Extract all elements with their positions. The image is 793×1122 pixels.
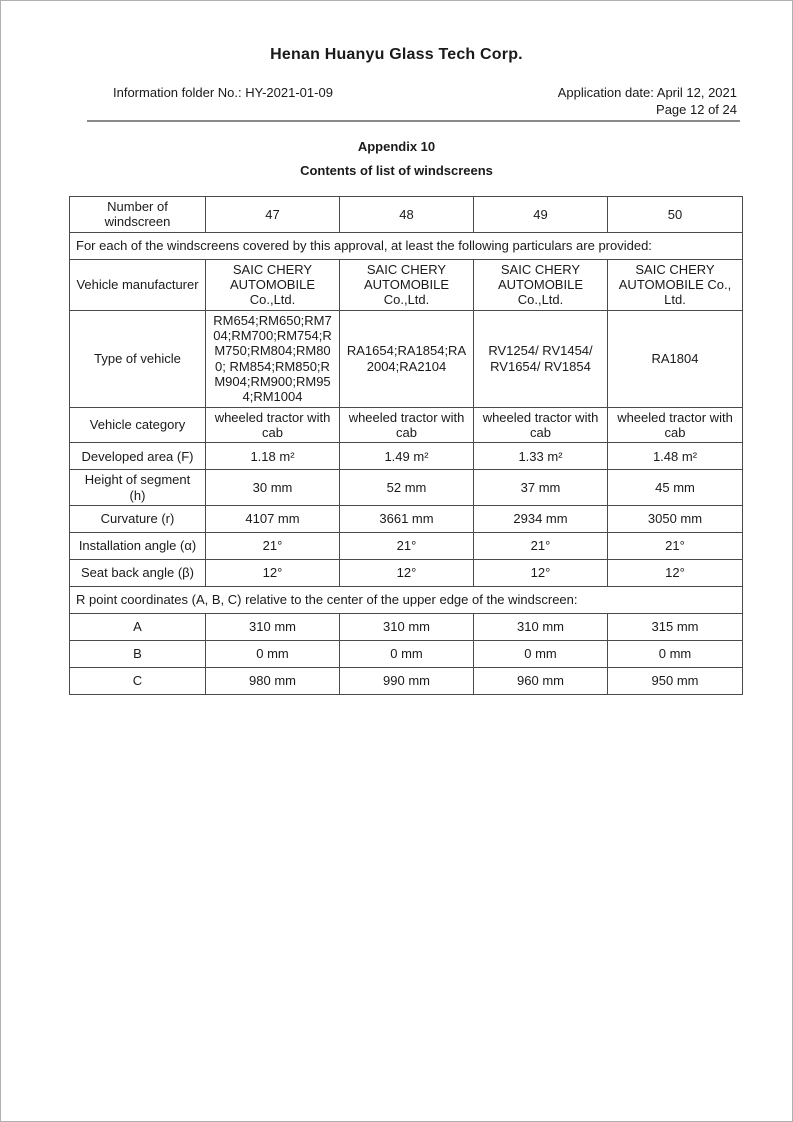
table-row-coordinate-c: [70, 667, 743, 694]
intro-note: For each of the windscreens covered by this approval, at least the following particulars are provided:: [70, 232, 743, 259]
table-cell: 960 mm: [474, 667, 608, 694]
row-label: C: [70, 667, 206, 694]
table-cell: wheeled tractor with cab: [340, 407, 474, 443]
table-cell: SAIC CHERY AUTOMOBILE Co.,Ltd.: [474, 259, 608, 310]
table-cell: 310 mm: [340, 613, 474, 640]
table-cell: 0 mm: [340, 640, 474, 667]
row-label: Number of windscreen: [70, 197, 206, 233]
table-cell: 2934 mm: [474, 505, 608, 532]
table-cell: RA1804: [608, 310, 743, 407]
row-label: Height of segment (h): [70, 470, 206, 506]
table-cell: 30 mm: [206, 470, 340, 506]
table-row-vehicle-category: [70, 407, 743, 443]
table-cell: 21°: [340, 532, 474, 559]
table-row-intro-note: [70, 232, 743, 259]
table-row-r-point-note: [70, 586, 743, 613]
table-cell: 37 mm: [474, 470, 608, 506]
information-folder-number: Information folder No.: HY-2021-01-09: [113, 85, 333, 100]
table-row-number-of-windscreen: [70, 197, 743, 233]
table-cell: 0 mm: [608, 640, 743, 667]
table-cell: 310 mm: [206, 613, 340, 640]
document-subtitle: Contents of list of windscreens: [300, 163, 493, 178]
table-cell: 1.48 m²: [608, 443, 743, 470]
table-cell: 1.49 m²: [340, 443, 474, 470]
table-row-developed-area: [70, 443, 743, 470]
company-title: Henan Huanyu Glass Tech Corp.: [270, 46, 523, 63]
table-cell: 52 mm: [340, 470, 474, 506]
appendix-title: Appendix 10: [357, 139, 436, 154]
application-date: Application date: April 12, 2021: [557, 85, 737, 100]
table-cell: SAIC CHERY AUTOMOBILE Co., Ltd.: [608, 259, 743, 310]
header-divider: [87, 120, 740, 122]
table-row-type-of-vehicle: [70, 310, 743, 407]
row-label: Vehicle category: [70, 407, 206, 443]
table-cell: 990 mm: [340, 667, 474, 694]
header-right-block: [558, 84, 737, 118]
row-label: Developed area (F): [70, 443, 206, 470]
table-cell: SAIC CHERY AUTOMOBILE Co.,Ltd.: [206, 259, 340, 310]
table-cell: 310 mm: [474, 613, 608, 640]
table-cell: 49: [474, 197, 608, 233]
r-point-note: R point coordinates (A, B, C) relative to the center of the upper edge of the windscreen:: [70, 586, 743, 613]
table-row-curvature: [70, 505, 743, 532]
table-cell: 315 mm: [608, 613, 743, 640]
table-row-coordinate-a: [70, 613, 743, 640]
header-info: [113, 84, 737, 118]
table-cell: 45 mm: [608, 470, 743, 506]
table-row-seat-back-angle: [70, 559, 743, 586]
table-cell: SAIC CHERY AUTOMOBILE Co.,Ltd.: [340, 259, 474, 310]
table-cell: 48: [340, 197, 474, 233]
table-cell: 47: [206, 197, 340, 233]
row-label: Installation angle (α): [70, 532, 206, 559]
table-cell: 3661 mm: [340, 505, 474, 532]
table-cell: 12°: [474, 559, 608, 586]
table-cell: 980 mm: [206, 667, 340, 694]
page-number: Page 12 of 24: [656, 102, 737, 117]
table-cell: 950 mm: [608, 667, 743, 694]
table-cell: 12°: [340, 559, 474, 586]
table-row-vehicle-manufacturer: [70, 259, 743, 310]
table-cell: RM654;RM650;RM704;RM700;RM754;RM750;RM804;RM800; RM854;RM850;RM904;RM900;RM954;RM1004: [206, 310, 340, 407]
table-row-installation-angle: [70, 532, 743, 559]
table-cell: wheeled tractor with cab: [474, 407, 608, 443]
table-cell: RA1654;RA1854;RA2004;RA2104: [340, 310, 474, 407]
table-row-coordinate-b: [70, 640, 743, 667]
table-cell: 12°: [608, 559, 743, 586]
table-cell: 1.18 m²: [206, 443, 340, 470]
table-row-height-of-segment: [70, 470, 743, 506]
table-cell: 1.33 m²: [474, 443, 608, 470]
table-cell: wheeled tractor with cab: [608, 407, 743, 443]
table-cell: 3050 mm: [608, 505, 743, 532]
table-cell: wheeled tractor with cab: [206, 407, 340, 443]
table-cell: 50: [608, 197, 743, 233]
windscreen-list-table: [69, 196, 743, 695]
row-label: Vehicle manufacturer: [70, 259, 206, 310]
table-cell: RV1254/ RV1454/ RV1654/ RV1854: [474, 310, 608, 407]
table-cell: 21°: [608, 532, 743, 559]
row-label: A: [70, 613, 206, 640]
table-cell: 0 mm: [206, 640, 340, 667]
table-cell: 4107 mm: [206, 505, 340, 532]
row-label: Curvature (r): [70, 505, 206, 532]
table-cell: 12°: [206, 559, 340, 586]
table-cell: 21°: [474, 532, 608, 559]
row-label: Type of vehicle: [70, 310, 206, 407]
row-label: Seat back angle (β): [70, 559, 206, 586]
row-label: B: [70, 640, 206, 667]
table-cell: 0 mm: [474, 640, 608, 667]
table-cell: 21°: [206, 532, 340, 559]
